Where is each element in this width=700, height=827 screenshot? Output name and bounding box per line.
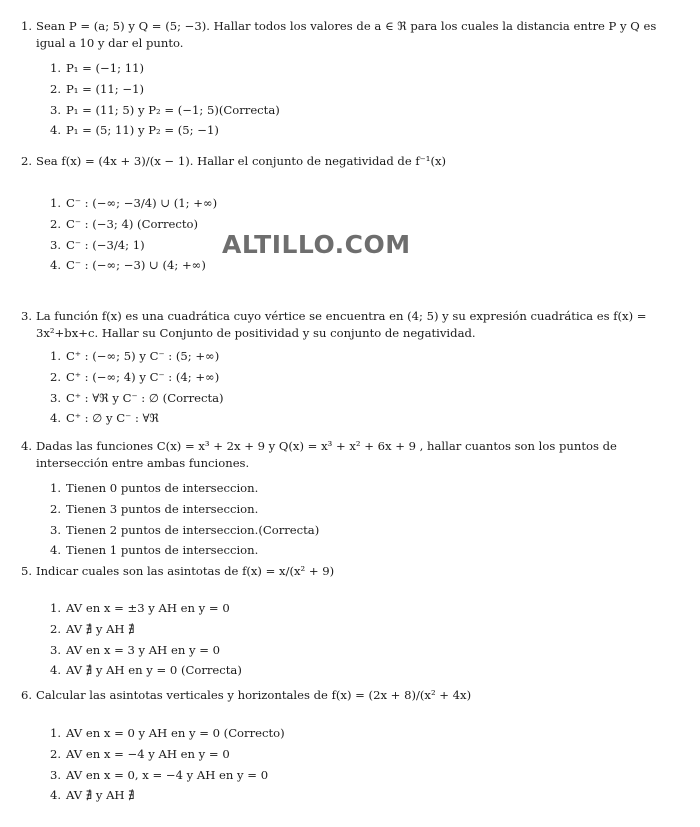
question-text: Indicar cuales son las asintotas de f(x) = x/(x² + 9) [36,564,335,578]
option-number: 2. [50,621,62,636]
option-number: 4. [50,411,62,426]
option-text: AV ∄ y AH en y = 0 (Correcta) [66,663,242,678]
question-number: 6. [21,688,33,702]
question-text: Calcular las asintotas verticales y horizontales de f(x) = (2x + 8)/(x² + 4x) [36,688,472,702]
option-number: 1. [50,601,62,615]
question-text: Dadas las funciones C(x) = x³ + 2x + 9 y Q(x) = x³ + x² + 6x + 9 , hallar cuantos son los puntos de intersección entre ambas funciones. [36,439,617,470]
option-text: C⁺ : ∅ y C⁻ : ∀ℜ [66,411,159,426]
option-text: P₁ = (11; 5) y P₂ = (−1; 5)(Correcta) [66,102,280,117]
option-number: 4. [50,258,62,273]
option-text: P₁ = (5; 11) y P₂ = (5; −1) [66,123,219,138]
option-number: 4. [50,123,62,138]
option-text: Tienen 2 puntos de interseccion.(Correcta) [66,522,320,537]
option-text: C⁻ : (−3/4; 1) [66,237,145,252]
question-number: 1. [21,19,33,33]
option-text: Tienen 0 puntos de interseccion. [66,481,259,495]
question-number: 3. [21,309,33,323]
question-number: 4. [21,439,33,453]
option-number: 1. [50,61,62,75]
option-text: AV en x = 3 y AH en y = 0 [66,642,220,657]
watermark: ALTILLO.COM [222,230,411,259]
option-number: 3. [50,767,62,782]
option-number: 1. [50,481,62,495]
option-number: 3. [50,522,62,537]
option-number: 4. [50,543,62,558]
option-number: 1. [50,726,62,740]
question-5 [21,563,681,580]
option-text: C⁻ : (−∞; −3/4) ∪ (1; +∞) [66,196,218,210]
question-1 [21,18,681,52]
option-text: Tienen 3 puntos de interseccion. [66,501,259,516]
option-number: 2. [50,369,62,384]
option-text: C⁺ : (−∞; 4) y C⁻ : (4; +∞) [66,369,220,384]
option-number: 2. [50,81,62,96]
option-text: AV en x = −4 y AH en y = 0 [66,746,230,761]
option-text: C⁺ : (−∞; 5) y C⁻ : (5; +∞) [66,349,220,363]
option-number: 3. [50,642,62,657]
option-number: 2. [50,216,62,231]
option-number: 3. [50,102,62,117]
option-number: 2. [50,746,62,761]
question-text: Sean P = (a; 5) y Q = (5; −3). Hallar todos los valores de a ∈ ℜ para los cuales la distancia entre P y Q es igual a 10 y dar el punto. [36,19,657,50]
option-text: C⁻ : (−3; 4) (Correcto) [66,216,199,231]
option-number: 3. [50,237,62,252]
option-text: AV en x = 0, x = −4 y AH en y = 0 [66,767,269,782]
option-text: AV ∄ y AH ∄ [66,621,135,636]
question-4 [21,438,681,472]
option-text: AV en x = ±3 y AH en y = 0 [66,601,230,615]
option-number: 2. [50,501,62,516]
option-text: P₁ = (11; −1) [66,81,145,96]
question-text: Sea f(x) = (4x + 3)/(x − 1). Hallar el conjunto de negatividad de f⁻¹(x) [36,154,447,168]
option-number: 1. [50,196,62,210]
option-number: 3. [50,390,62,405]
option-number: 4. [50,788,62,803]
question-number: 2. [21,154,33,168]
option-number: 1. [50,349,62,363]
question-text: La función f(x) es una cuadrática cuyo vértice se encuentra en (4; 5) y su expresión cuadrática es f(x) = 3x²+bx+c. Hallar su Conjunto de positividad y su conjunto de negatividad. [36,309,647,340]
option-text: AV en x = 0 y AH en y = 0 (Correcto) [66,726,285,740]
option-text: C⁺ : ∀ℜ y C⁻ : ∅ (Correcta) [66,390,224,405]
option-text: Tienen 1 puntos de interseccion. [66,543,259,558]
option-number: 4. [50,663,62,678]
question-2 [21,153,681,170]
option-text: AV ∄ y AH ∄ [66,788,135,803]
question-6 [21,687,681,704]
question-number: 5. [21,564,33,578]
option-text: C⁻ : (−∞; −3) ∪ (4; +∞) [66,258,206,273]
question-3 [21,308,681,342]
option-text: P₁ = (−1; 11) [66,61,145,75]
